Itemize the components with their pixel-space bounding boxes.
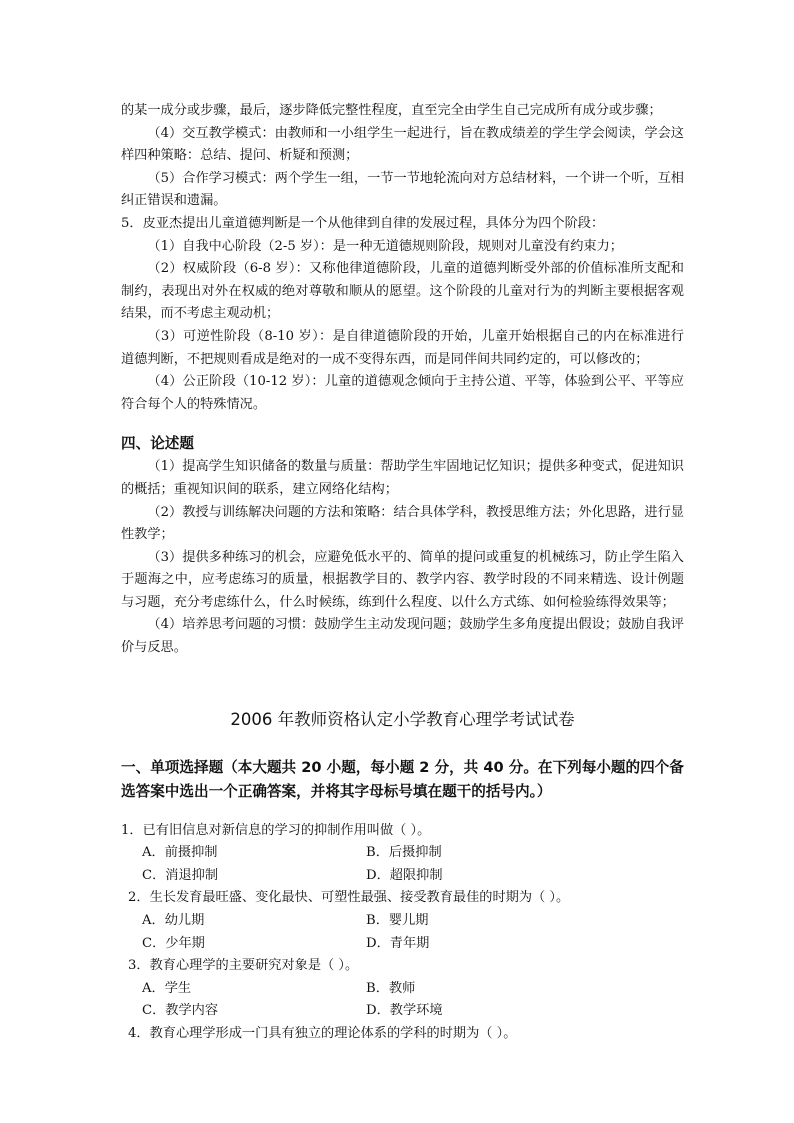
paragraph-piaget-lead: 5．皮亚杰提出儿童道德判断是一个从他律到自律的发展过程，具体分为四个阶段： — [121, 215, 605, 231]
question-item — [121, 955, 684, 1023]
question-options — [121, 978, 684, 1023]
question-stem: 1．已有旧信息对新信息的学习的抑制作用叫做（ ）。 — [121, 822, 431, 838]
paragraph-interactive-teaching: （4）交互教学模式：由教师和一小组学生一起进行，旨在教成绩差的学生学会阅读，学会这样四种策略：总结、提问、析疑和预测； — [121, 125, 684, 164]
option-c: C．少年期 — [142, 935, 205, 951]
paragraph-essay-3: （3）提供多种练习的机会，应避免低水平的、简单的提问或重复的机械练习，防止学生陷入于题海之中，应考虑练习的质量，根据教学目的、教学内容、教学时段的不同来精选、设计例题与习题，充分考虑练什么，什么时候练，练到什么程度、以什么方式练、如何检验练得效果等； — [121, 549, 684, 610]
question-item — [121, 887, 684, 955]
paragraph-piaget-stage-4: （4）公正阶段（10-12 岁）：儿童的道德观念倾向于主持公道、平等，体验到公平、平等应符合每个人的特殊情况。 — [121, 374, 684, 412]
option-c: C．教学内容 — [142, 1003, 219, 1019]
option-a: A．学生 — [142, 980, 192, 996]
option-b: B．后摄抑制 — [366, 845, 442, 861]
paragraph-cooperative-learning: （5）合作学习模式：两个学生一组，一节一节地轮流向对方总结材料，一个讲一个听，互相纠正错误和遗漏。 — [121, 170, 684, 209]
question-options — [121, 910, 684, 955]
option-a: A．幼儿期 — [142, 913, 205, 929]
question-stem: 2．生长发育最旺盛、变化最快、可塑性最强、接受教育最佳的时期为（ ）。 — [128, 890, 570, 906]
section-heading-essay: 四、论述题 — [121, 435, 194, 453]
option-b: B．教师 — [366, 980, 416, 996]
section-heading-single-choice: 一、单项选择题（本大题共 20 小题，每小题 2 分，共 40 分。在下列每小题的四个备选答案中选出一个正确答案，并将其字母标号填在题干的括号内。） — [121, 758, 684, 800]
option-a: A．前摄抑制 — [142, 845, 218, 861]
paragraph-piaget-stage-1: （1）自我中心阶段（2-5 岁）：是一种无道德规则阶段，规则对儿童没有约束力； — [147, 238, 623, 254]
question-stem: 3．教育心理学的主要研究对象是（ ）。 — [128, 958, 359, 974]
question-list — [121, 820, 684, 1046]
paragraph-essay-4: （4）培养思考问题的习惯：鼓励学生主动发现问题；鼓励学生多角度提出假设；鼓励自我评价与反思。 — [121, 617, 684, 656]
question-options — [121, 842, 684, 887]
question-item — [121, 1023, 684, 1046]
option-c: C．消退抑制 — [142, 867, 219, 883]
option-d: D．青年期 — [366, 935, 430, 951]
question-item — [121, 820, 684, 888]
paragraph-piaget-stage-3: （3）可逆性阶段（8-10 岁）：是自律道德阶段的开始，儿童开始根据自己的内在标准进行道德判断，不把规则看成是绝对的一成不变得东西，而是同伴间共同约定的，可以修改的； — [121, 328, 684, 367]
paragraph-essay-1: （1）提高学生知识储备的数量与质量：帮助学生牢固地记忆知识；提供多种变式，促进知识的概括；重视知识间的联系，建立网络化结构； — [121, 459, 684, 497]
paragraph-continuation: 的某一成分或步骤，最后，逐步降低完整性程度，直至完全由学生自己完成所有成分或步骤； — [121, 103, 662, 118]
option-b: B．婴儿期 — [366, 913, 429, 929]
question-stem: 4．教育心理学形成一门具有独立的理论体系的学科的时期为（ ）。 — [128, 1026, 517, 1041]
option-d: D．教学环境 — [366, 1003, 443, 1019]
paragraph-piaget-stage-2: （2）权威阶段（6-8 岁）：又称他律道德阶段，儿童的道德判断受外部的价值标准所支配和制约，表现出对外在权威的绝对尊敬和顺从的愿望。这个阶段的儿童对行为的判断主要根据客观结果，而不考虑主观动机； — [121, 261, 684, 322]
exam-title: 2006 年教师资格认定小学教育心理学考试试卷 — [230, 709, 575, 729]
paragraph-essay-2: （2）教授与训练解决问题的方法和策略：结合具体学科，教授思维方法；外化思路，进行显性教学； — [121, 504, 684, 543]
option-d: D．超限抑制 — [366, 867, 443, 883]
